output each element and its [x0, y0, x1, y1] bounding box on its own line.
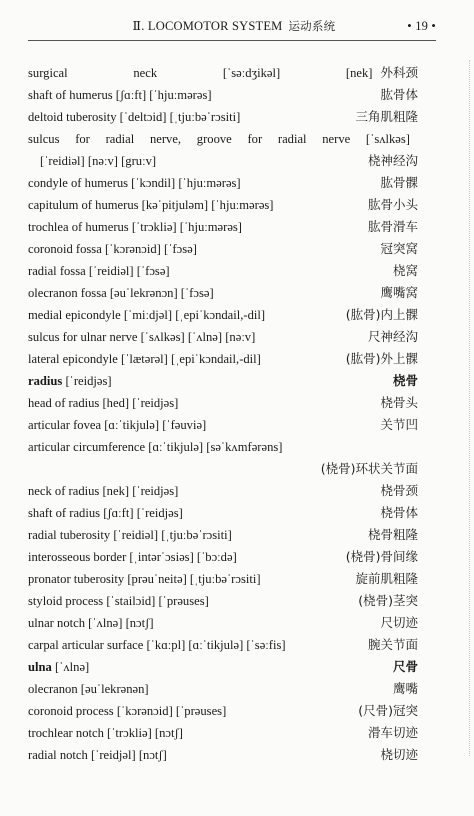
entry-term: trochlear notch [ˈtrɔkliə] [nɔtʃ]	[28, 726, 183, 740]
entry-translation: 滑车切迹	[367, 725, 418, 740]
glossary-entry	[28, 84, 418, 106]
entry-translation: 桡骨粗隆	[367, 527, 418, 542]
entry-term: olecranon fossa [əuˈlekrənɔn] [ˈfɔsə]	[28, 286, 214, 300]
glossary-heading-entry	[28, 370, 418, 392]
entry-term: interosseous border [ˌintərˈɔsiəs] [ˈbɔːdə]	[28, 550, 237, 564]
entry-term: coronoid fossa [ˈkɔrənɔid] [ˈfɔsə]	[28, 242, 197, 256]
entry-translation: 尺切迹	[380, 615, 418, 630]
glossary-entry	[28, 238, 418, 260]
entry-translation: 尺神经沟	[367, 329, 418, 344]
glossary-entry	[28, 480, 418, 502]
entry-translation: 肱骨髁	[380, 175, 418, 190]
entry-heading-term: radius	[28, 374, 63, 388]
entry-translation: 肱骨滑车	[367, 219, 418, 234]
entry-term: radial tuberosity [ˈreidiəl] [ˌtjuːbəˈrɔsiti]	[28, 528, 232, 542]
entry-translation: 桡窝	[392, 263, 418, 278]
entry-translation: 肱骨体	[380, 87, 418, 102]
entry-translation: 鹰嘴	[392, 681, 418, 696]
entry-term: head of radius [hed] [ˈreidjəs]	[28, 396, 179, 410]
glossary-entry	[28, 590, 418, 612]
entry-translation: 肱骨小头	[367, 197, 418, 212]
entry-term: sulcus for radial nerve, groove for radial nerve [ˈsʌlkəs]	[28, 132, 410, 146]
glossary-entry	[28, 502, 418, 524]
glossary-entry	[28, 612, 418, 634]
entry-translation: 腕关节面	[367, 637, 418, 652]
entry-term: carpal articular surface [ˈkɑːpl] [ɑːˈtikjulə] [ˈsəːfis]	[28, 638, 286, 652]
glossary-entry	[28, 194, 418, 216]
entry-translation: 旋前肌粗隆	[355, 571, 418, 586]
glossary-entry	[28, 634, 418, 656]
entry-term: coronoid process [ˈkɔrənɔid] [ˈprəuses]	[28, 704, 227, 718]
entry-term: capitulum of humerus [kəˈpitjuləm] [ˈhjuːmərəs]	[28, 198, 274, 212]
entry-term	[28, 656, 89, 678]
entry-translation: 关节凹	[380, 417, 418, 432]
entry-translation: (桡骨)环状关节面	[320, 461, 418, 476]
glossary-entry	[28, 304, 418, 326]
glossary-entry	[28, 458, 418, 480]
glossary-entry	[28, 722, 418, 744]
glossary-list	[28, 62, 418, 766]
entry-translation: 三角肌粗隆	[355, 109, 418, 124]
glossary-entry	[28, 436, 418, 458]
entry-pronunciation: [ˈreidjəs]	[62, 374, 112, 388]
entry-translation: 桡骨体	[380, 505, 418, 520]
entry-translation: 桡神经沟	[367, 153, 418, 168]
entry-translation: 桡骨颈	[380, 483, 418, 498]
entry-term: ulnar notch [ˈʌlnə] [nɔtʃ]	[28, 616, 154, 630]
entry-translation: 桡骨头	[380, 395, 418, 410]
entry-term: olecranon [əuˈlekrənən]	[28, 682, 149, 696]
entry-term: shaft of humerus [ʃɑːft] [ˈhjuːmərəs]	[28, 88, 212, 102]
entry-translation: (桡骨)茎突	[358, 593, 418, 608]
page-number: • 19 •	[407, 18, 436, 33]
entry-translation: (桡骨)骨间缘	[345, 549, 418, 564]
glossary-entry	[28, 392, 418, 414]
glossary-entry	[28, 546, 418, 568]
entry-term: deltoid tuberosity [ˈdeltɔid] [ˌtjuːbəˈrɔsiti]	[28, 110, 241, 124]
chapter-title-zh: 运动系统	[288, 19, 336, 33]
glossary-entry	[28, 150, 418, 172]
entry-term: shaft of radius [ʃɑːft] [ˈreidjəs]	[28, 506, 183, 520]
glossary-entry	[28, 106, 418, 128]
page-edge-shadow	[463, 60, 470, 756]
entry-term: lateral epicondyle [ˈlætərəl] [ˌepiˈkɔndail,-dil]	[28, 352, 261, 366]
glossary-heading-entry	[28, 656, 418, 678]
page-header	[28, 14, 436, 38]
glossary-entry	[28, 216, 418, 238]
entry-term: surgical neck [ˈsəːdʒikəl] [nek]	[28, 66, 373, 80]
entry-term: styloid process [ˈstailɔid] [ˈprəuses]	[28, 594, 209, 608]
entry-term: radial fossa [ˈreidiəl] [ˈfɔsə]	[28, 264, 170, 278]
entry-translation: 桡骨	[392, 373, 418, 388]
glossary-entry	[28, 172, 418, 194]
entry-term: articular fovea [ɑːˈtikjulə] [ˈfəuviə]	[28, 418, 207, 432]
entry-translation: 冠突窝	[380, 241, 418, 256]
entry-term: condyle of humerus [ˈkɔndil] [ˈhjuːmərəs]	[28, 176, 241, 190]
entry-translation: 桡切迹	[380, 747, 418, 762]
entry-translation: (肱骨)内上髁	[345, 307, 418, 322]
entry-translation: 外科颈	[380, 65, 418, 80]
glossary-entry	[28, 326, 418, 348]
entry-translation: (尺骨)冠突	[358, 703, 418, 718]
entry-term: trochlea of humerus [ˈtrɔkliə] [ˈhjuːmərəs]	[28, 220, 243, 234]
glossary-entry	[28, 678, 418, 700]
entry-pronunciation: [ˈʌlnə]	[51, 660, 90, 674]
glossary-entry	[28, 568, 418, 590]
entry-term: sulcus for ulnar nerve [ˈsʌlkəs] [ˈʌlnə] [nəːv]	[28, 330, 256, 344]
glossary-entry	[28, 700, 418, 722]
entry-term: pronator tuberosity [prəuˈneitə] [ˌtjuːbəˈrɔsiti]	[28, 572, 261, 586]
glossary-entry	[28, 128, 418, 150]
glossary-entry	[28, 414, 418, 436]
chapter-title	[133, 18, 336, 34]
entry-term: articular circumference [ɑːˈtikjulə] [səˈkʌmfərəns]	[28, 440, 283, 454]
entry-term: radial notch [ˈreidjəl] [nɔtʃ]	[28, 748, 167, 762]
entry-translation: (肱骨)外上髁	[345, 351, 418, 366]
entry-term: medial epicondyle [ˈmiːdjəl] [ˌepiˈkɔndail,-dil]	[28, 308, 266, 322]
entry-heading-term: ulna	[28, 660, 52, 674]
glossary-entry	[28, 348, 418, 370]
glossary-entry	[28, 744, 418, 766]
glossary-entry	[28, 524, 418, 546]
entry-term: neck of radius [nek] [ˈreidjəs]	[28, 484, 179, 498]
glossary-entry	[28, 282, 418, 304]
header-rule	[28, 40, 436, 41]
entry-translation: 鹰嘴窝	[380, 285, 418, 300]
glossary-entry	[28, 260, 418, 282]
entry-term	[28, 370, 112, 392]
entry-term: [ˈreidiəl] [nəːv] [gruːv]	[40, 154, 157, 168]
entry-translation: 尺骨	[392, 659, 418, 674]
chapter-title-en: Ⅱ. LOCOMOTOR SYSTEM	[132, 19, 283, 33]
glossary-entry	[28, 62, 418, 84]
